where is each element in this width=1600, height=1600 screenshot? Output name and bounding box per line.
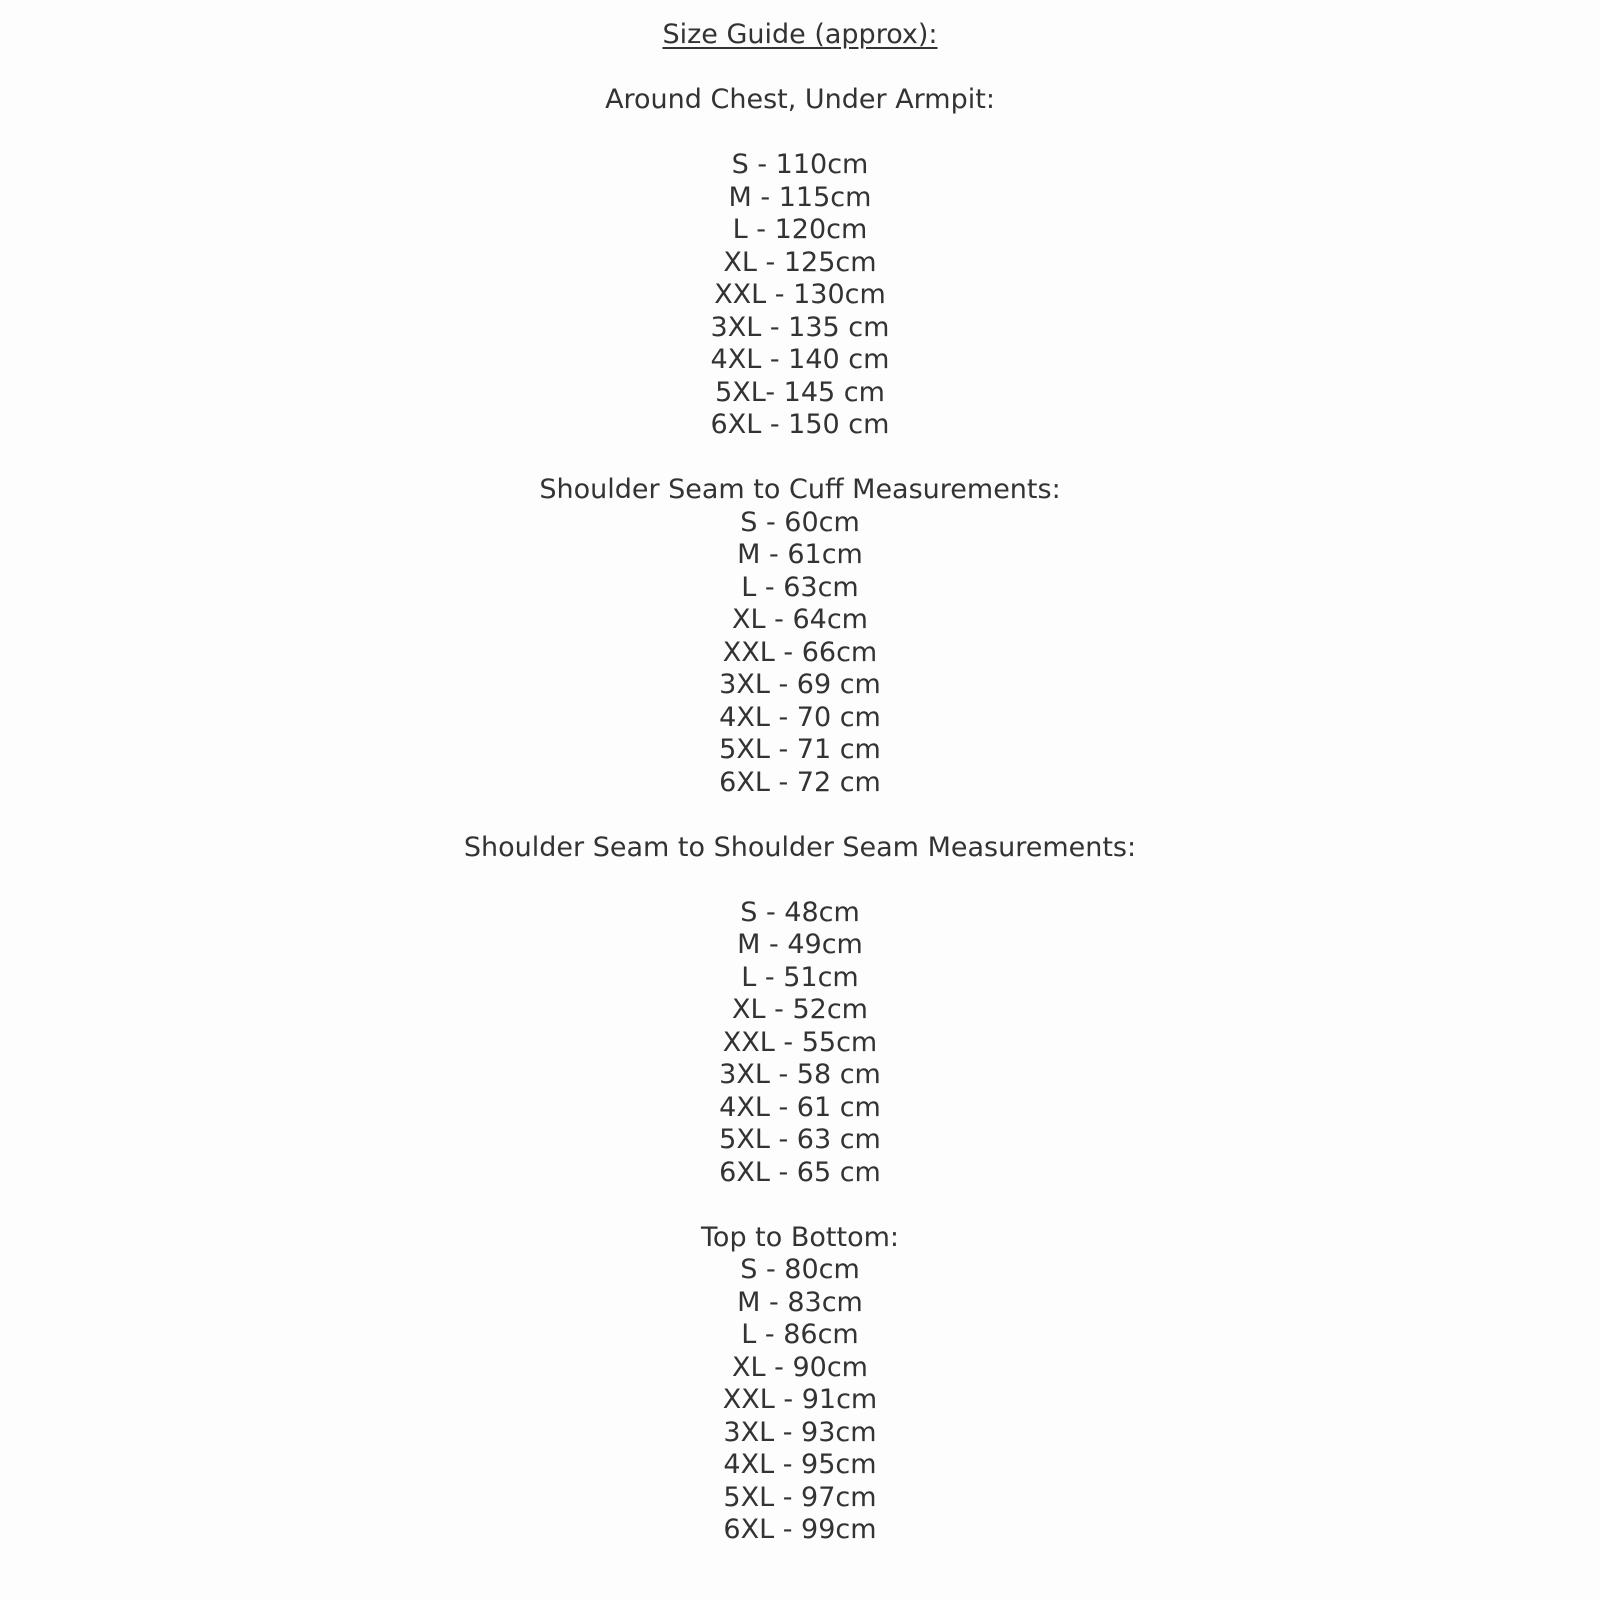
section-heading: Around Chest, Under Armpit: — [605, 84, 995, 115]
size-row: 3XL - 135 cm — [710, 311, 890, 343]
spacer — [0, 864, 1600, 897]
size-row: 5XL - 71 cm — [719, 734, 881, 765]
size-row: 3XL - 58 cm — [719, 1059, 881, 1090]
section-heading: Top to Bottom: — [701, 1221, 899, 1253]
size-row: M - 61cm — [737, 539, 863, 570]
size-row: XL - 125cm — [723, 246, 877, 278]
size-row: 5XL - 97cm — [723, 1481, 877, 1513]
size-row: 6XL - 99cm — [723, 1514, 877, 1545]
size-row: 5XL - 63 cm — [719, 1124, 881, 1155]
size-row: 3XL - 69 cm — [719, 669, 881, 700]
spacer — [0, 52, 1600, 85]
page-title: Size Guide (approx): — [662, 19, 938, 50]
size-row: 4XL - 95cm — [723, 1449, 877, 1480]
size-row: 4XL - 140 cm — [710, 344, 890, 375]
size-row: L - 86cm — [741, 1319, 859, 1350]
size-row: 5XL- 145 cm — [715, 376, 885, 408]
size-row: M - 115cm — [728, 181, 872, 213]
size-row: S - 110cm — [731, 149, 869, 180]
size-row: M - 83cm — [737, 1286, 863, 1318]
spacer — [0, 1189, 1600, 1222]
section-shoulder-to-cuff — [0, 474, 1600, 799]
spacer — [0, 442, 1600, 475]
size-row: S - 60cm — [740, 506, 860, 538]
section-heading: Shoulder Seam to Shoulder Seam Measurements: — [463, 831, 1137, 863]
size-row: S - 48cm — [740, 896, 860, 928]
spacer — [0, 799, 1600, 832]
size-row: XL - 52cm — [732, 994, 868, 1025]
section-heading: Shoulder Seam to Cuff Measurements: — [539, 474, 1061, 505]
section-shoulder-to-shoulder — [0, 832, 1600, 1190]
spacer — [0, 117, 1600, 150]
size-row: XXL - 55cm — [722, 1026, 878, 1058]
size-row: L - 120cm — [732, 214, 868, 245]
size-row: L - 63cm — [741, 571, 859, 603]
size-row: 6XL - 72 cm — [719, 766, 881, 798]
size-row: 4XL - 61 cm — [719, 1091, 881, 1123]
size-row: XXL - 130cm — [714, 279, 886, 310]
size-row: L - 51cm — [741, 961, 859, 993]
size-row: XXL - 91cm — [722, 1384, 878, 1415]
size-row: S - 80cm — [740, 1254, 860, 1285]
section-around-chest — [0, 84, 1600, 442]
size-row: XXL - 66cm — [722, 636, 878, 668]
section-top-to-bottom — [0, 1222, 1600, 1547]
size-row: XL - 64cm — [732, 604, 868, 635]
size-row: 4XL - 70 cm — [719, 701, 881, 733]
size-row: M - 49cm — [737, 929, 863, 960]
size-row: 3XL - 93cm — [723, 1416, 877, 1448]
size-row: XL - 90cm — [732, 1351, 868, 1383]
size-row: 6XL - 150 cm — [710, 409, 890, 440]
size-row: 6XL - 65 cm — [719, 1156, 881, 1188]
